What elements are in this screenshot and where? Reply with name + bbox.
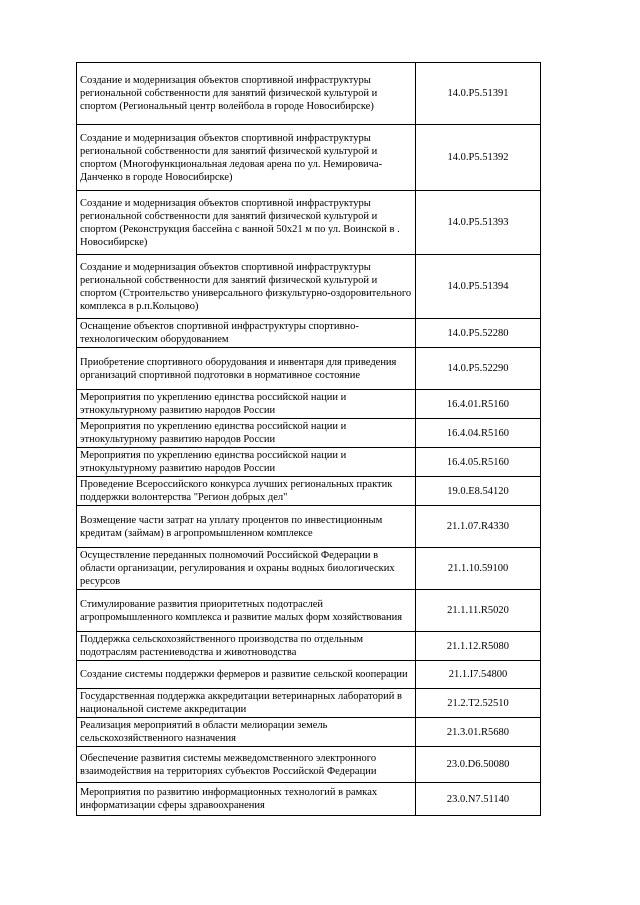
- row-name: Реализация мероприятий в области мелиорации земель сельскохозяйственного назначения: [77, 718, 416, 747]
- row-code: 19.0.E8.54120: [416, 477, 541, 506]
- row-name: Оснащение объектов спортивной инфраструктуры спортивно-технологическим оборудованием: [77, 319, 416, 348]
- table-row: [77, 191, 541, 255]
- table-row: [77, 689, 541, 718]
- row-code: 14.0.P5.51391: [416, 63, 541, 125]
- row-code: 21.1.11.R5020: [416, 590, 541, 632]
- row-code: 16.4.05.R5160: [416, 448, 541, 477]
- row-name: Приобретение спортивного оборудования и инвентаря для приведения организаций спортивной подготовки в нормативное состояние: [77, 348, 416, 390]
- row-code: 21.3.01.R5680: [416, 718, 541, 747]
- row-code: 14.0.P5.51393: [416, 191, 541, 255]
- row-name: Создание и модернизация объектов спортивной инфраструктуры региональной собственности для занятий физической культурой и спортом (Региональный центр волейбола в городе Новосибирске): [77, 63, 416, 125]
- row-name: Мероприятия по укреплению единства российской нации и этнокультурному развитию народов России: [77, 390, 416, 419]
- row-name: Создание и модернизация объектов спортивной инфраструктуры региональной собственности для занятий физической культурой и спортом (Многофункциональная ледовая арена по ул. Немировича-Данченко в городе Новосибирске): [77, 125, 416, 191]
- row-name: Мероприятия по укреплению единства российской нации и этнокультурному развитию народов России: [77, 448, 416, 477]
- row-code: 16.4.04.R5160: [416, 419, 541, 448]
- table-row: [77, 319, 541, 348]
- table-row: [77, 125, 541, 191]
- row-name: Создание и модернизация объектов спортивной инфраструктуры региональной собственности для занятий физической культурой и спортом (Реконструкция бассейна с ванной 50х21 м по ул. Воинской в . Новосибирске): [77, 191, 416, 255]
- row-name: Создание системы поддержки фермеров и развитие сельской кооперации: [77, 661, 416, 689]
- table-row: [77, 477, 541, 506]
- table-row: [77, 506, 541, 548]
- table-row: [77, 718, 541, 747]
- row-code: 21.1.I7.54800: [416, 661, 541, 689]
- row-name: Возмещение части затрат на уплату процентов по инвестиционным кредитам (займам) в агропромышленном комплексе: [77, 506, 416, 548]
- table-row: [77, 63, 541, 125]
- budget-codes-table: [76, 62, 541, 816]
- row-code: 21.1.10.59100: [416, 548, 541, 590]
- table-row: [77, 419, 541, 448]
- table-body: [77, 63, 541, 816]
- table-row: [77, 448, 541, 477]
- row-name: Создание и модернизация объектов спортивной инфраструктуры региональной собственности для занятий физической культурой и спортом (Строительство универсального физкультурно-оздоровительного комплекса в р.п.Кольцово): [77, 255, 416, 319]
- row-code: 16.4.01.R5160: [416, 390, 541, 419]
- table-row: [77, 747, 541, 783]
- row-name: Мероприятия по развитию информационных технологий в рамках информатизации сферы здравоохранения: [77, 783, 416, 816]
- table-row: [77, 783, 541, 816]
- table-row: [77, 348, 541, 390]
- row-code: 21.1.07.R4330: [416, 506, 541, 548]
- row-name: Государственная поддержка аккредитации ветеринарных лабораторий в национальной системе аккредитации: [77, 689, 416, 718]
- table-row: [77, 255, 541, 319]
- table-row: [77, 632, 541, 661]
- table-row: [77, 661, 541, 689]
- row-code: 14.0.P5.51392: [416, 125, 541, 191]
- row-name: Поддержка сельскохозяйственного производства по отдельным подотраслям растениеводства и животноводства: [77, 632, 416, 661]
- row-code: 21.1.12.R5080: [416, 632, 541, 661]
- row-name: Проведение Всероссийского конкурса лучших региональных практик поддержки волонтерства "Регион добрых дел": [77, 477, 416, 506]
- row-name: Мероприятия по укреплению единства российской нации и этнокультурному развитию народов России: [77, 419, 416, 448]
- row-name: Обеспечение развития системы межведомственного электронного взаимодействия на территориях субъектов Российской Федерации: [77, 747, 416, 783]
- row-code: 23.0.N7.51140: [416, 783, 541, 816]
- row-code: 14.0.P5.51394: [416, 255, 541, 319]
- row-code: 14.0.P5.52290: [416, 348, 541, 390]
- table-row: [77, 590, 541, 632]
- table-row: [77, 390, 541, 419]
- row-code: 23.0.D6.50080: [416, 747, 541, 783]
- row-code: 14.0.P5.52280: [416, 319, 541, 348]
- row-name: Стимулирование развития приоритетных подотраслей агропромышленного комплекса и развитие малых форм хозяйствования: [77, 590, 416, 632]
- row-code: 21.2.T2.52510: [416, 689, 541, 718]
- table-row: [77, 548, 541, 590]
- row-name: Осуществление переданных полномочий Российской Федерации в области организации, регулирования и охраны водных биологических ресурсов: [77, 548, 416, 590]
